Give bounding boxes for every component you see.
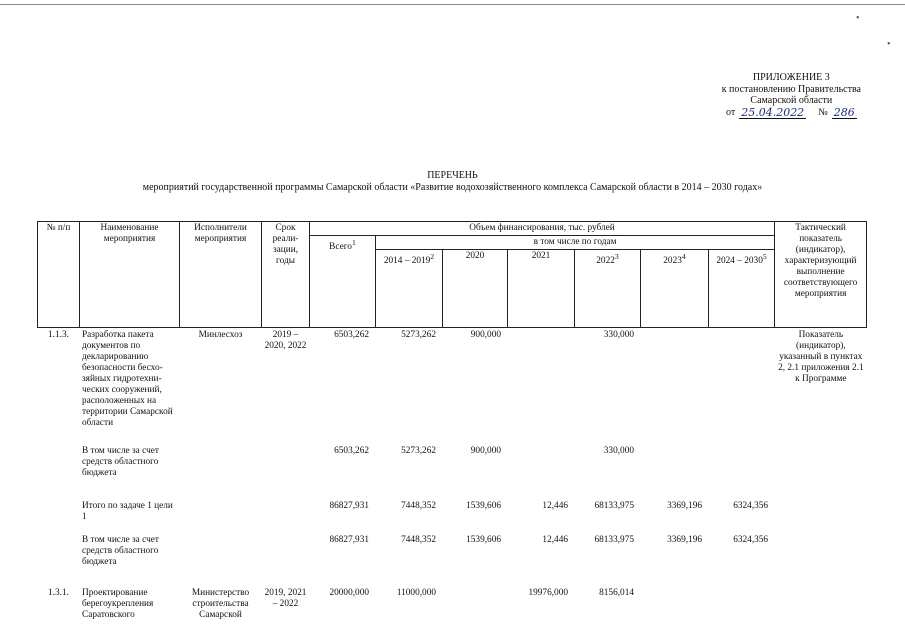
cell-y6: 6324,356 xyxy=(733,535,769,545)
header-num: № п/п xyxy=(38,222,80,328)
cell-y3 xyxy=(508,446,575,501)
decree-number: 286 xyxy=(833,105,855,119)
cell-total: 20000,000 xyxy=(329,588,369,598)
cell-y5: 3369,196 xyxy=(667,501,702,511)
cell-num: 1.1.3. xyxy=(48,330,69,340)
cell-total: 86827,931 xyxy=(329,535,369,545)
measures-table xyxy=(37,221,867,633)
cell-y5 xyxy=(641,588,709,633)
table-row xyxy=(38,501,867,535)
cell-y1: 11000,000 xyxy=(396,588,436,598)
cell-total: 6503,262 xyxy=(334,446,369,456)
cell-y5: 3369,196 xyxy=(667,535,702,545)
table-row xyxy=(38,446,867,501)
cell-name: В том числе за счет средств областного бюджета xyxy=(82,446,159,478)
cell-name: Проектирование берегоукрепления Саратовского xyxy=(82,588,154,620)
cell-y1: 5273,262 xyxy=(401,330,436,340)
cell-y1: 7448,352 xyxy=(401,501,436,511)
header-year-5: 2023$^4$ xyxy=(641,250,709,328)
cell-y5 xyxy=(641,328,709,447)
from-label: от xyxy=(725,106,736,118)
cell-y2: 900,000 xyxy=(470,446,501,456)
cell-exec: Министерство строительства Самарской xyxy=(191,588,250,620)
cell-name: В том числе за счет средств областного бюджета xyxy=(82,535,159,567)
cell-num xyxy=(38,501,80,535)
cell-y5 xyxy=(641,446,709,501)
cell-indicator xyxy=(775,501,867,535)
decree-date: 25.04.2022 xyxy=(741,105,805,119)
header-executors: Исполнители мероприятия xyxy=(180,222,262,328)
cell-term: 2019 – 2020, 2022 xyxy=(264,330,307,351)
header-name: Наименование мероприятия xyxy=(80,222,180,328)
cell-num: 1.3.1. xyxy=(48,588,69,598)
header-including: в том числе по годам xyxy=(376,236,775,250)
cell-exec xyxy=(180,501,262,535)
cell-y4: 330,000 xyxy=(603,446,634,456)
header-year-4: 2022$^3$ xyxy=(575,250,641,328)
cell-indicator xyxy=(775,446,867,501)
cell-y2: 900,000 xyxy=(470,330,501,340)
appendix-title: ПРИЛОЖЕНИЕ 3 xyxy=(752,72,830,83)
cell-indicator: Показатель (индикатор), указанный в пунктах 2, 2.1 приложения 2.1 к Программе xyxy=(778,330,864,384)
cell-total: 86827,931 xyxy=(329,501,369,511)
cell-y2: 1539,606 xyxy=(466,535,501,545)
cell-y4: 68133,975 xyxy=(594,501,634,511)
cell-y3: 19976,000 xyxy=(528,588,568,598)
cell-indicator xyxy=(775,535,867,588)
cell-name: Итого по задаче 1 цели 1 xyxy=(82,501,173,522)
cell-indicator xyxy=(775,588,867,633)
header-year-1: 2014 – 2019$^2$ xyxy=(376,250,443,328)
cell-y2: 1539,606 xyxy=(466,501,501,511)
header-term: Срок реали-зации, годы xyxy=(262,222,310,328)
table-row xyxy=(38,588,867,633)
appendix-signature-line xyxy=(722,107,861,120)
cell-term xyxy=(262,501,310,535)
scan-speck: • xyxy=(856,13,860,24)
cell-term: 2019, 2021 – 2022 xyxy=(264,588,307,609)
header-total: Всего$^1$ xyxy=(310,236,376,328)
cell-y4: 8156,014 xyxy=(599,588,634,598)
appendix-line: к постановлению Правительства xyxy=(721,83,861,95)
scan-speck: • xyxy=(887,39,891,50)
cell-y6 xyxy=(709,446,775,501)
header-year-3: 2021 xyxy=(508,250,575,328)
cell-y6 xyxy=(709,588,775,633)
header-year-6: 2024 – 2030$^5$ xyxy=(709,250,775,328)
cell-y1: 5273,262 xyxy=(401,446,436,456)
cell-term xyxy=(262,446,310,501)
cell-y2 xyxy=(443,588,508,633)
table-row xyxy=(38,535,867,588)
header-funding: Объем финансирования, тыс. рублей xyxy=(310,222,775,236)
scan-top-edge xyxy=(0,4,905,5)
cell-y3: 12,446 xyxy=(542,535,568,545)
cell-y3: 12,446 xyxy=(542,501,568,511)
cell-total: 6503,262 xyxy=(334,330,369,340)
appendix-line: Самарской области xyxy=(750,95,833,106)
cell-y4: 330,000 xyxy=(603,330,634,340)
cell-y6 xyxy=(709,328,775,447)
table-row xyxy=(38,328,867,447)
cell-exec xyxy=(180,535,262,588)
cell-y4: 68133,975 xyxy=(594,535,634,545)
cell-exec xyxy=(180,446,262,501)
cell-num xyxy=(38,446,80,501)
number-label: № xyxy=(818,106,828,118)
cell-num xyxy=(38,535,80,588)
cell-y3 xyxy=(508,328,575,447)
document-subtitle: мероприятий государственной программы Самарской области «Развитие водохозяйственного комплекса Самарской области в 2014 – 2030 годах» xyxy=(142,182,763,193)
header-indicator: Тактический показатель (индикатор), характеризующий выполнение соответствующего мероприятия xyxy=(775,222,867,328)
document-title: ПЕРЕЧЕНЬ xyxy=(427,170,478,181)
cell-name: Разработка пакета документов по декларированию безопасности бесхо-зяйных гидротехни-ческих сооружений, расположенных на территории Самарской области xyxy=(82,330,173,428)
cell-y1: 7448,352 xyxy=(401,535,436,545)
cell-term xyxy=(262,535,310,588)
cell-y6: 6324,356 xyxy=(733,501,769,511)
header-year-2: 2020 xyxy=(443,250,508,328)
cell-exec: Минлесхоз xyxy=(198,330,243,340)
appendix-stamp xyxy=(722,72,861,119)
